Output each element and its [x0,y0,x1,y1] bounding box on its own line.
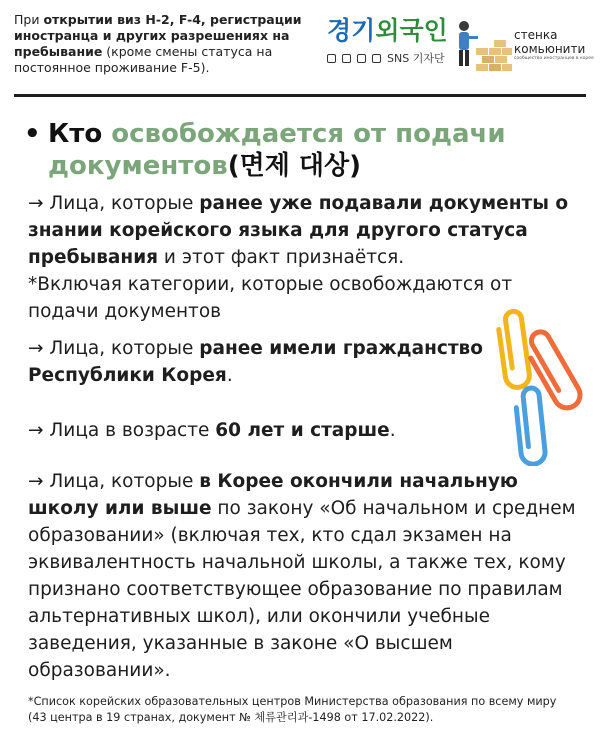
wall-line2: комьюнити [514,42,586,56]
title-prefix: Кто [48,119,112,149]
title-green-line2: документов [48,151,228,181]
document-icon [357,54,366,63]
list-item-note: *Включая категории, которые освобождаются от подачи документов [28,274,513,322]
intro-pre: При [14,12,44,27]
header-intro [14,12,334,76]
list-item: → Лица, которые ранее имели гражданство Республики Корея. [28,338,483,386]
logo-main-text [327,16,455,46]
gyeonggi-foreigner-logo [327,16,455,66]
list-item: → Лица, которые ранее уже подавали документы о знании корейского языка для другого статуса пребывания и этот факт признаётся. *Включая категории, которые освобождаются от подачи документов [28,193,569,322]
logo-part1: 경기 [327,16,376,45]
footnote: *Список корейских образовательных центров Министерства образования по всему миру (43 центра в 19 странах, документ № 체류관리과-1498 от 17.02.2022). [28,695,557,724]
video-icon [372,54,381,63]
logo-part2: 외국인 [375,16,448,45]
wall-tiny: сообщество иностранцев в корее [514,56,594,61]
exemption-list [28,190,576,684]
image-icon [342,54,351,63]
intro-post: (кроме смены статуса на постоянное проживание F-5). [14,44,273,75]
logo-sub [327,50,455,66]
header [0,0,600,96]
list-item: → Лица, которые в Корее окончили начальную школу или выше по закону «Об начальном и среднем образовании» (включая тех, кто сдал экзамен на эквивалентность начальной школы, а также тех, кому признано соответствующее образование по правилам альтернативных школ), или окончили учебные заведения, указанные в законе «О высшем образовании». [28,471,576,681]
wall-builder-illustration-icon [454,14,512,72]
logo-sub-text: SNS 기자단 [387,52,445,65]
header-divider [14,94,586,97]
title-suffix: (면제 대상) [227,151,361,181]
section-title [24,118,584,182]
list-item: → Лица в возрасте 60 лет и старше. [28,420,396,441]
bullet-icon: • [24,119,41,149]
wall-line1: стенка [514,28,558,42]
camera-icon [327,54,336,63]
intro-bold: открытии виз H-2, F-4, регистрации иностранца и других разрешениях на пребывание [14,12,302,59]
wall-community-logo [514,28,600,62]
title-green-line1: освобождается от подачи [111,119,506,149]
